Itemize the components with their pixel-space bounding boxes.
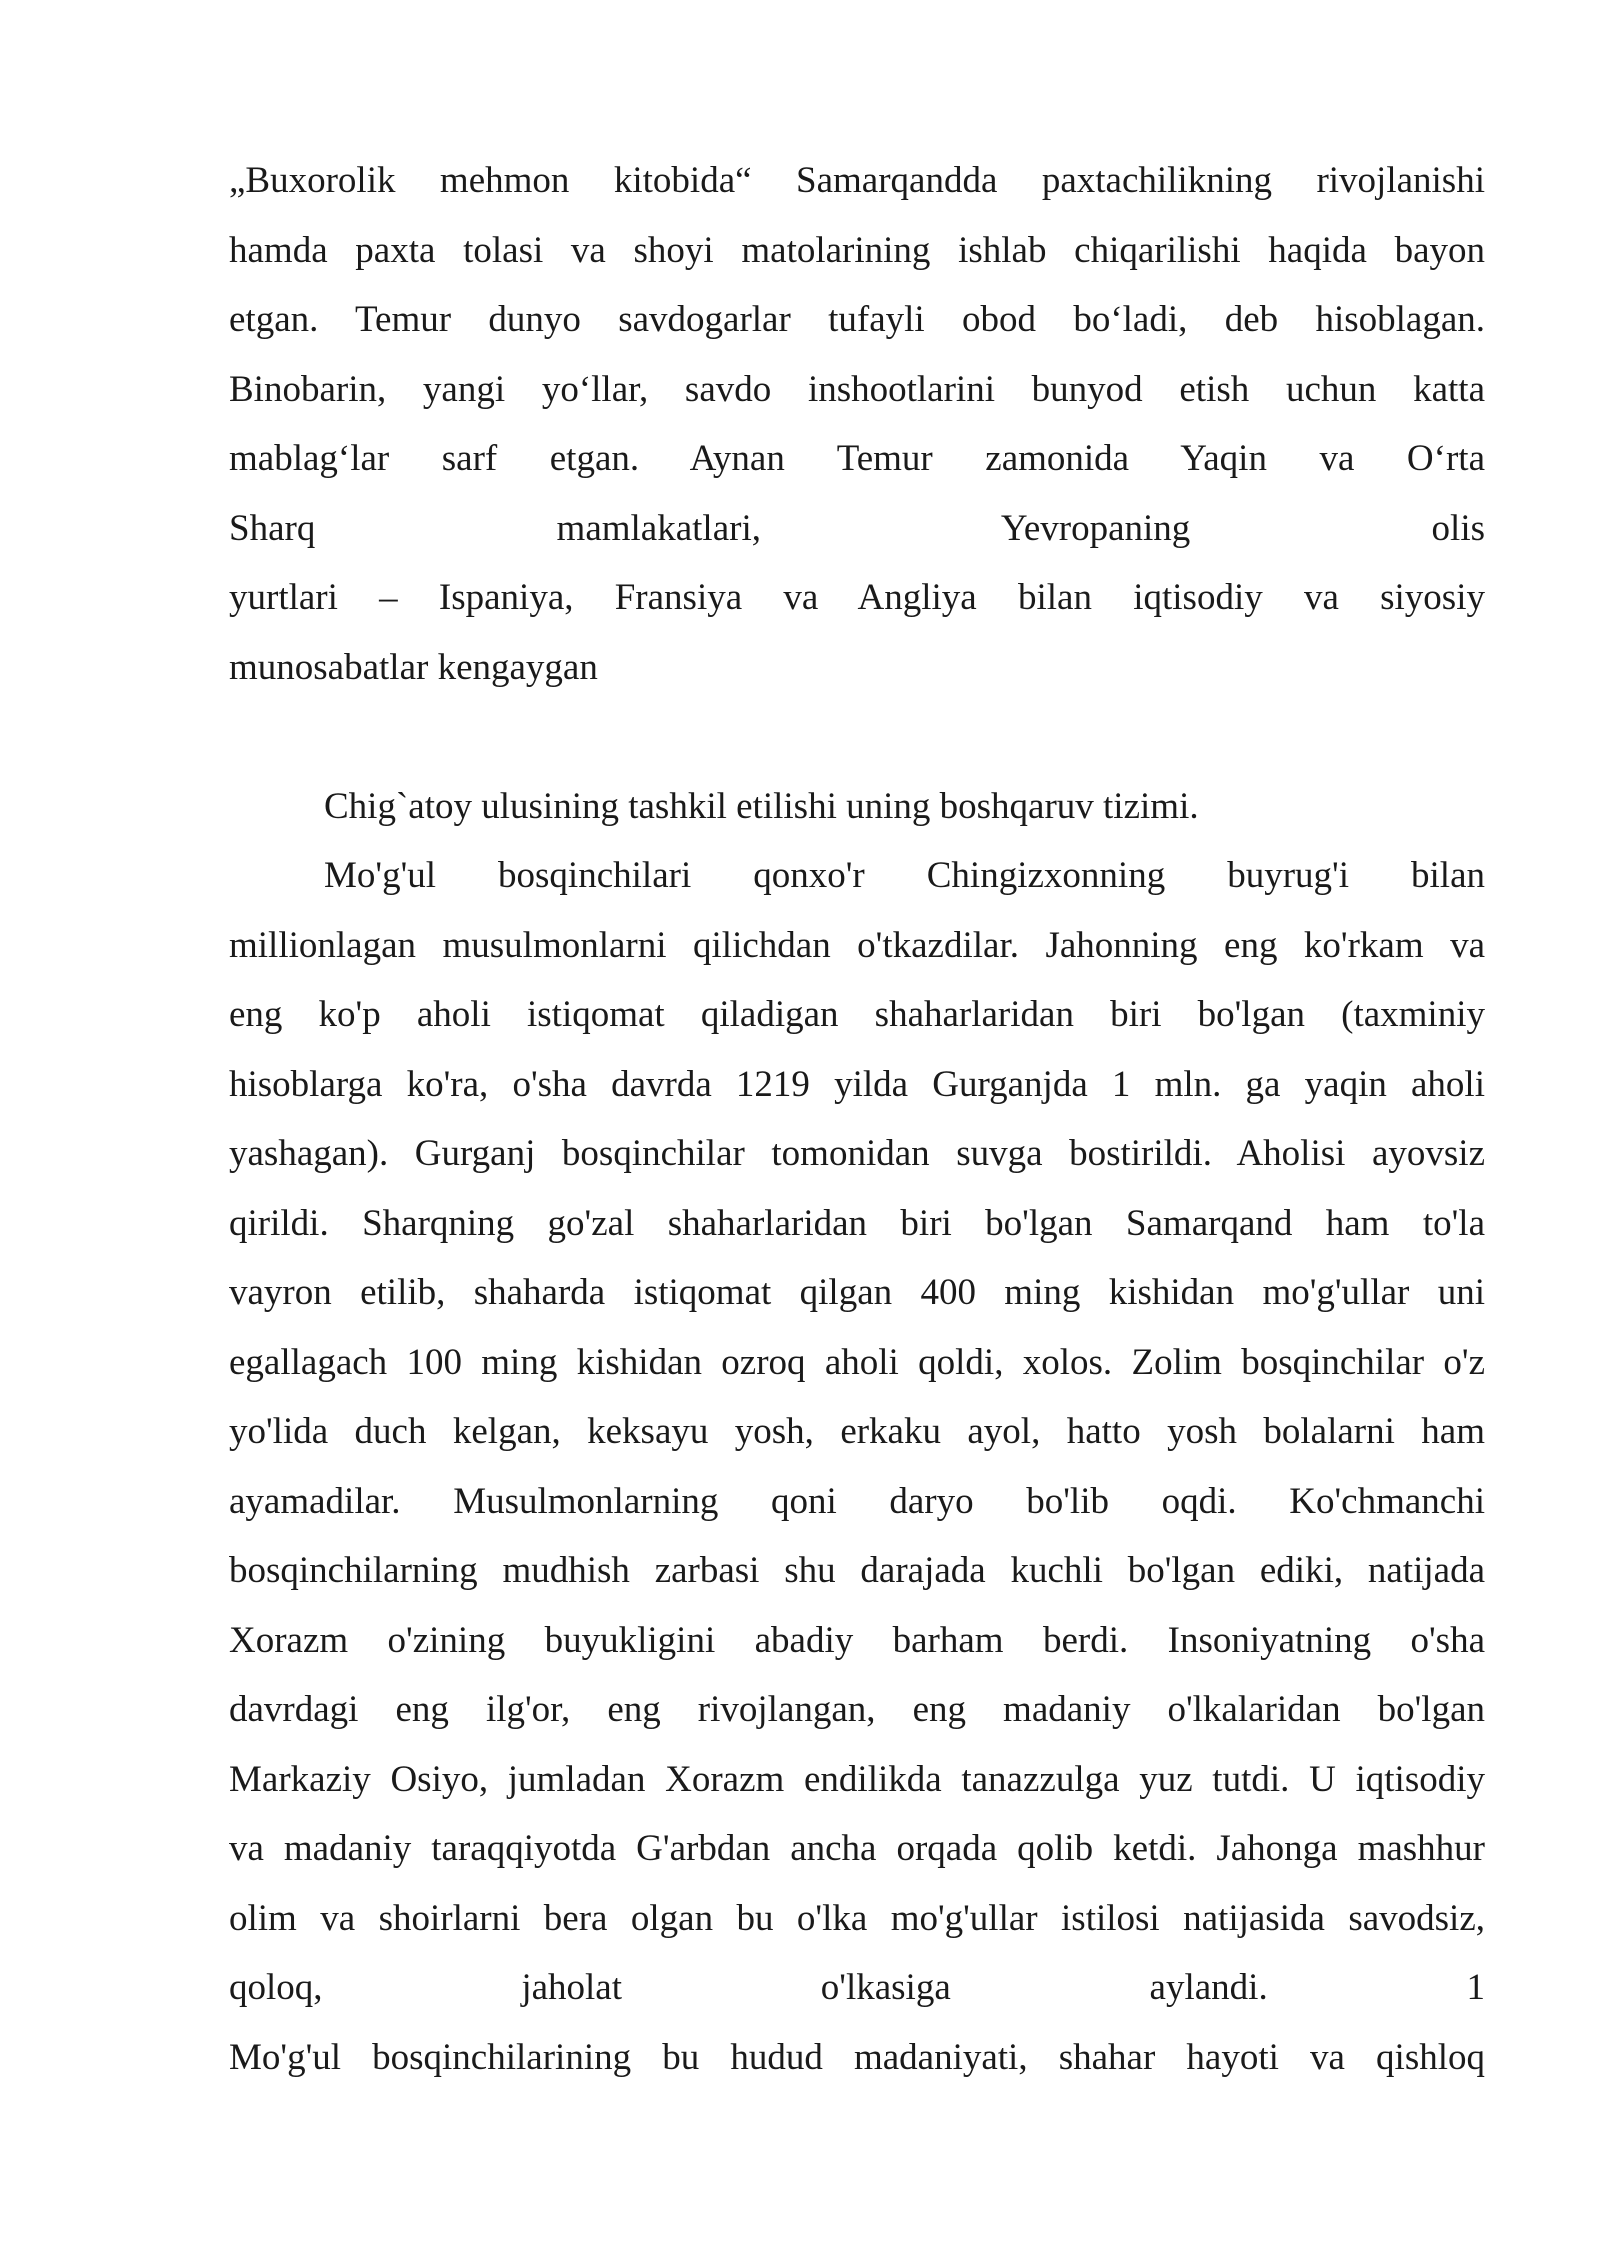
text-line: egallagach 100 ming kishidan ozroq aholi qoldi, xolos. Zolim bosqinchilar o'z [229,1341,1485,1383]
text-line: yashagan). Gurganj bosqinchilar tomonidan suvga bostirildi. Aholisi ayovsiz [229,1133,1485,1174]
text-line: Sharq mamlakatlari, Yevropaning olis [229,507,1485,549]
text-line: Binobarin, yangi yo‘llar, savdo inshootlarini bunyod etish uchun katta [229,368,1485,410]
text-line: Mo'g'ul bosqinchilari qonxo'r Chingizxonning buyrug'i bilan [324,855,1485,896]
text-line: vayron etilib, shaharda istiqomat qilgan 400 ming kishidan mo'g'ullar uni [229,1272,1485,1313]
paragraph-spacer [229,702,1485,772]
text-line: Mo'g'ul bosqinchilarining bu hudud madaniyati, shahar hayoti va qishloq [229,2036,1485,2078]
text-line: yo'lida duch kelgan, keksayu yosh, erkaku ayol, hatto yosh bolalarni ham [229,1411,1485,1452]
text-line: millionlagan musulmonlarni qilichdan o'tkazdilar. Jahonning eng ko'rkam va [229,924,1485,966]
text-line: qoloq, jaholat o'lkasiga aylandi. 1 [229,1967,1485,2008]
text-line: hamda paxta tolasi va shoyi matolarining ishlab chiqarilishi haqida bayon [229,229,1485,271]
text-line: Markaziy Osiyo, jumladan Xorazm endilikda tanazzulga yuz tutdi. U iqtisodiy [229,1758,1485,1800]
text-line: bosqinchilarning mudhish zarbasi shu darajada kuchli bo'lgan ediki, natijada [229,1550,1485,1591]
text-line: va madaniy taraqqiyotda G'arbdan ancha orqada qolib ketdi. Jahonga mashhur [229,1828,1485,1869]
text-line: yurtlari – Ispaniya, Fransiya va Angliya bilan iqtisodiy va siyosiy [229,577,1485,618]
text-line: mablag‘lar sarf etgan. Aynan Temur zamonida Yaqin va O‘rta [229,438,1485,479]
text-line: qirildi. Sharqning go'zal shaharlaridan biri bo'lgan Samarqand ham to'la [229,1202,1485,1244]
text-line: etgan. Temur dunyo savdogarlar tufayli obod bo‘ladi, deb hisoblagan. [229,299,1485,340]
document-page [229,146,1485,2092]
paragraph-trade-relations [229,146,1485,702]
paragraph-mongol-invasion [229,841,1485,2092]
text-line: davrdagi eng ilg'or, eng rivojlangan, eng madaniy o'lkalaridan bo'lgan [229,1689,1485,1730]
section-heading: Chig`atoy ulusining tashkil etilishi uning boshqaruv tizimi. [324,785,1199,827]
text-line: olim va shoirlarni bera olgan bu o'lka mo'g'ullar istilosi natijasida savodsiz, [229,1897,1485,1939]
text-line: ayamadilar. Musulmonlarning qoni daryo bo'lib oqdi. Ko'chmanchi [229,1480,1485,1522]
text-line: Xorazm o'zining buyukligini abadiy barham berdi. Insoniyatning o'sha [229,1619,1485,1661]
text-line: hisoblarga ko'ra, o'sha davrda 1219 yilda Gurganjda 1 mln. ga yaqin aholi [229,1063,1485,1105]
text-line: „Buxorolik mehmon kitobida“ Samarqandda paxtachilikning rivojlanishi [229,160,1485,201]
text-line: munosabatlar kengaygan [229,646,598,688]
text-line: eng ko'p aholi istiqomat qiladigan shaharlaridan biri bo'lgan (taxminiy [229,994,1485,1035]
